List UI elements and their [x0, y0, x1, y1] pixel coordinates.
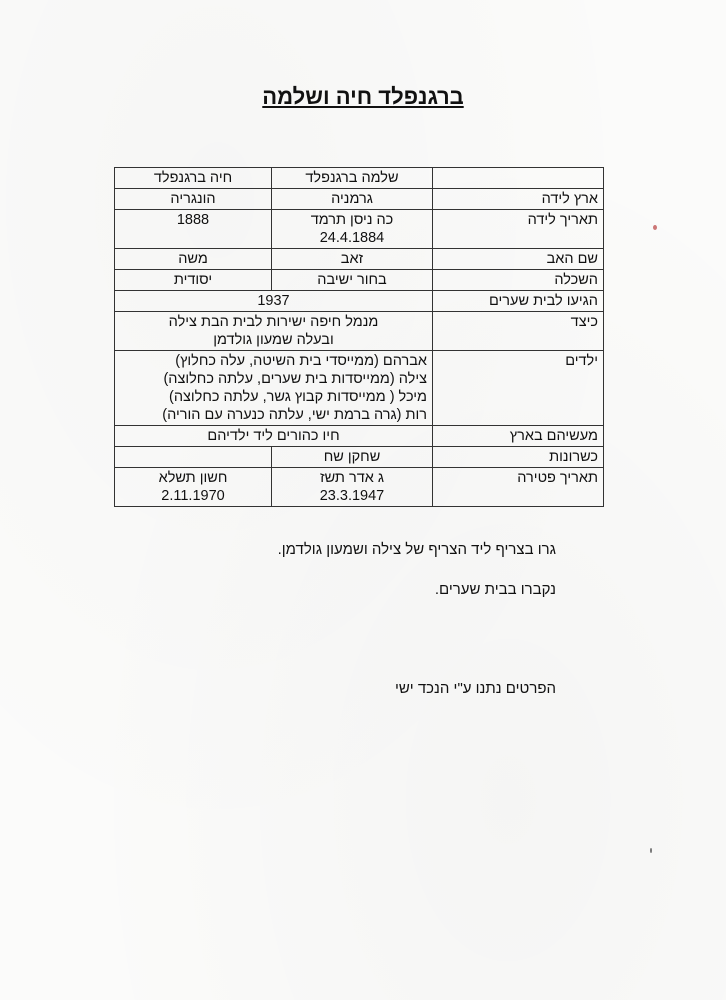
- how-value: [115, 312, 433, 351]
- note-burial: נקברו בבית שערים.: [434, 581, 556, 598]
- talents-label: כשרונות: [433, 447, 604, 468]
- wife-death-date-gregorian: 2.11.1970: [161, 488, 225, 504]
- child-item: מיכל ( ממייסדות קבוץ גשר, עלתה כחלוצה): [169, 389, 427, 405]
- header-label-cell: [433, 168, 604, 189]
- table-row-arrival: [115, 291, 604, 312]
- husband-education: בחור ישיבה: [272, 270, 433, 291]
- husband-birth-country: גרמניה: [272, 189, 433, 210]
- wife-father-name: משה: [115, 249, 272, 270]
- table-row-talents: [115, 447, 604, 468]
- death-date-label: תאריך פטירה: [433, 468, 604, 507]
- how-line-1: מנמל חיפה ישירות לבית הבת צילה: [168, 314, 379, 330]
- husband-death-date: [272, 468, 433, 507]
- how-label: כיצד: [433, 312, 604, 351]
- ink-speck: [653, 225, 657, 230]
- occupation-label: מעשיהם בארץ: [433, 426, 604, 447]
- occupation-value: חיו כהורים ליד ילדיהם: [115, 426, 433, 447]
- husband-talents: שחקן שח: [272, 447, 433, 468]
- table-row-how: [115, 312, 604, 351]
- child-item: אברהם (ממייסדי בית השיטה, עלה כחלוץ): [175, 353, 427, 369]
- wife-education: יסודית: [115, 270, 272, 291]
- wife-death-date: [115, 468, 272, 507]
- how-line-2: ובעלה שמעון גולדמן: [213, 332, 334, 348]
- wife-birth-date: 1888: [115, 210, 272, 249]
- table-row-children: [115, 351, 604, 426]
- husband-birth-date-hebrew: כה ניסן תרמד: [310, 212, 394, 228]
- table-row-education: [115, 270, 604, 291]
- table-row-birth-date: [115, 210, 604, 249]
- wife-death-date-hebrew: חשון תשלא: [158, 470, 228, 486]
- family-details-table: [114, 167, 604, 507]
- father-name-label: שם האב: [433, 249, 604, 270]
- birth-date-label: תאריך לידה: [433, 210, 604, 249]
- table-row-death-date: [115, 468, 604, 507]
- note-source: הפרטים נתנו ע"י הנכד ישי: [394, 680, 556, 697]
- note-residence: גרו בצריף ליד הצריף של צילה ושמעון גולדמן.: [277, 541, 556, 558]
- wife-talents: [115, 447, 272, 468]
- husband-birth-date: [272, 210, 433, 249]
- arrival-label: הגיעו לבית שערים: [433, 291, 604, 312]
- child-item: צילה (ממייסדות בית שערים, עלתה כחלוצה): [163, 371, 427, 387]
- ink-speck: [650, 848, 652, 853]
- wife-birth-country: הונגריה: [115, 189, 272, 210]
- arrival-year: 1937: [115, 291, 433, 312]
- wife-name-cell: חיה ברגנפלד: [115, 168, 272, 189]
- table-row-father-name: [115, 249, 604, 270]
- page-title: ברגנפלד חיה ושלמה: [262, 84, 464, 109]
- table-row-occupation: [115, 426, 604, 447]
- child-item: רות (גרה ברמת ישי, עלתה כנערה עם הוריה): [162, 407, 427, 423]
- husband-death-date-gregorian: 23.3.1947: [319, 488, 385, 504]
- husband-birth-date-gregorian: 24.4.1884: [319, 230, 385, 246]
- table-row-birth-country: [115, 189, 604, 210]
- children-label: ילדים: [433, 351, 604, 426]
- husband-death-date-hebrew: ג אדר תשז: [319, 470, 385, 486]
- husband-name-cell: שלמה ברגנפלד: [272, 168, 433, 189]
- husband-father-name: זאב: [272, 249, 433, 270]
- birth-country-label: ארץ לידה: [433, 189, 604, 210]
- table-row-header: [115, 168, 604, 189]
- children-list: [115, 351, 433, 426]
- education-label: השכלה: [433, 270, 604, 291]
